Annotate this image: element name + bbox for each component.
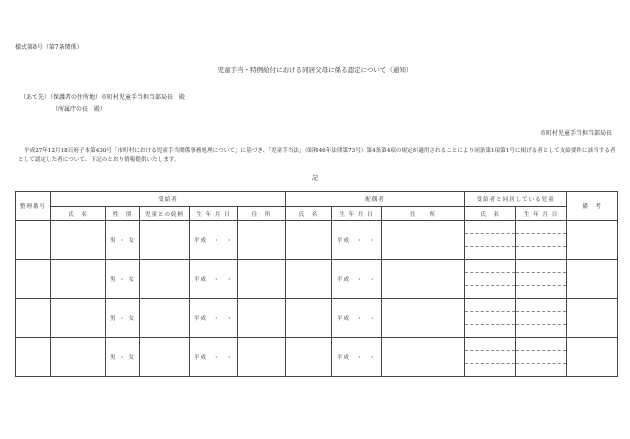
header-child-name: 氏 名 (465, 207, 516, 221)
cell-address[interactable] (238, 338, 286, 377)
child-sub-row[interactable] (465, 221, 515, 234)
cell-name[interactable] (51, 338, 106, 377)
header-child-birth: 生 年 月 日 (516, 207, 567, 221)
child-sub-row[interactable] (465, 299, 515, 312)
header-relation: 児童との続柄 (140, 207, 190, 221)
cell-biko[interactable] (567, 299, 618, 338)
cell-child-name[interactable] (465, 299, 516, 338)
cell-sex[interactable]: 男 ・ 女 (106, 299, 140, 338)
child-sub-row[interactable] (465, 364, 515, 376)
child-sub-row[interactable] (516, 325, 566, 337)
form-number: 様式第8号（第7条関係） (15, 44, 83, 51)
cell-birth[interactable]: 平成 ・ ・ (190, 299, 238, 338)
header-sex: 性 別 (106, 207, 140, 221)
table-row (16, 338, 618, 377)
cell-sex[interactable]: 男 ・ 女 (106, 338, 140, 377)
cell-biko[interactable] (567, 260, 618, 299)
cell-child-birth[interactable] (516, 260, 567, 299)
addressee-line-2: （所属庁の長 殿） (52, 106, 107, 113)
document-title: 児童手当・特例給付における同居父母に係る認定について（通知） (217, 66, 413, 74)
child-sub-row[interactable] (465, 325, 515, 337)
header-birth: 生 年 月 日 (190, 207, 238, 221)
child-sub-rows (465, 338, 515, 376)
cell-birth[interactable]: 平成 ・ ・ (190, 221, 238, 260)
ki-heading: 記 (311, 175, 318, 182)
child-sub-row[interactable] (516, 286, 566, 298)
info-table (15, 191, 618, 377)
child-sub-rows (516, 338, 566, 376)
child-sub-row[interactable] (465, 260, 515, 273)
header-cohabiting-child: 受給者と同居している児童 (465, 192, 567, 207)
child-sub-row[interactable] (465, 351, 515, 364)
cell-seiri-bango[interactable] (16, 221, 51, 260)
cell-child-name[interactable] (465, 221, 516, 260)
child-sub-row[interactable] (465, 286, 515, 298)
child-sub-row[interactable] (516, 312, 566, 325)
child-sub-row[interactable] (465, 312, 515, 325)
header-address: 住 所 (238, 207, 286, 221)
cell-child-name[interactable] (465, 338, 516, 377)
cell-spouse-name[interactable] (286, 338, 332, 377)
cell-seiri-bango[interactable] (16, 338, 51, 377)
cell-relation[interactable] (140, 299, 190, 338)
header-name: 氏 名 (51, 207, 106, 221)
cell-spouse-birth[interactable]: 平成 ・ ・ (332, 299, 382, 338)
child-sub-row[interactable] (516, 273, 566, 286)
cell-spouse-birth[interactable]: 平成 ・ ・ (332, 338, 382, 377)
child-sub-row[interactable] (516, 299, 566, 312)
cell-seiri-bango[interactable] (16, 299, 51, 338)
cell-address[interactable] (238, 260, 286, 299)
child-sub-row[interactable] (465, 338, 515, 351)
header-spouse-address: 住 所 (382, 207, 465, 221)
header-spouse-birth: 生 年 月 日 (332, 207, 382, 221)
child-sub-rows (465, 299, 515, 337)
cell-child-birth[interactable] (516, 299, 567, 338)
cell-spouse-birth[interactable]: 平成 ・ ・ (332, 260, 382, 299)
child-sub-row[interactable] (465, 247, 515, 259)
child-sub-rows (516, 260, 566, 298)
cell-name[interactable] (51, 221, 106, 260)
cell-spouse-name[interactable] (286, 260, 332, 299)
cell-address[interactable] (238, 221, 286, 260)
cell-child-birth[interactable] (516, 338, 567, 377)
child-sub-row[interactable] (516, 247, 566, 259)
child-sub-rows (516, 221, 566, 259)
cell-spouse-name[interactable] (286, 299, 332, 338)
addressee-line-1: （あて先）（保護者の住所地）市町村児童手当担当部局長 殿 (20, 94, 186, 101)
header-recipient: 受給者 (51, 192, 286, 207)
cell-name[interactable] (51, 260, 106, 299)
cell-spouse-address[interactable] (382, 299, 465, 338)
table-row (16, 221, 618, 260)
cell-child-name[interactable] (465, 260, 516, 299)
body-paragraph: 平成27年12月18日府子本第430号「市町村における児童手当関係事務処理について」に基づき、「児童手当法」（昭和46年法律第73号）第4条第4項の規定が適用されることにより同条第1項第1号に掲げる者として支給要件に該当する者として認定した者について、下記のとおり情報提供いたします。 (18, 148, 616, 163)
child-sub-row[interactable] (465, 234, 515, 247)
cell-relation[interactable] (140, 338, 190, 377)
header-spouse: 配偶者 (286, 192, 465, 207)
header-spouse-name: 氏 名 (286, 207, 332, 221)
cell-spouse-address[interactable] (382, 338, 465, 377)
cell-biko[interactable] (567, 221, 618, 260)
table-row (16, 260, 618, 299)
cell-spouse-address[interactable] (382, 260, 465, 299)
child-sub-row[interactable] (516, 234, 566, 247)
cell-birth[interactable]: 平成 ・ ・ (190, 260, 238, 299)
cell-spouse-birth[interactable]: 平成 ・ ・ (332, 221, 382, 260)
cell-sex[interactable]: 男 ・ 女 (106, 221, 140, 260)
child-sub-row[interactable] (516, 260, 566, 273)
cell-biko[interactable] (567, 338, 618, 377)
cell-spouse-name[interactable] (286, 221, 332, 260)
cell-spouse-address[interactable] (382, 221, 465, 260)
cell-relation[interactable] (140, 260, 190, 299)
cell-relation[interactable] (140, 221, 190, 260)
child-sub-rows (465, 260, 515, 298)
cell-sex[interactable]: 男 ・ 女 (106, 260, 140, 299)
child-sub-rows (465, 221, 515, 259)
cell-address[interactable] (238, 299, 286, 338)
child-sub-row[interactable] (516, 351, 566, 364)
table-row (16, 299, 618, 338)
sender: 市町村児童手当担当部局長 (539, 130, 612, 137)
child-sub-row[interactable] (516, 221, 566, 234)
cell-name[interactable] (51, 299, 106, 338)
cell-seiri-bango[interactable] (16, 260, 51, 299)
child-sub-rows (516, 299, 566, 337)
child-sub-row[interactable] (516, 364, 566, 376)
cell-child-birth[interactable] (516, 221, 567, 260)
cell-birth[interactable]: 平成 ・ ・ (190, 338, 238, 377)
header-seiri-bango: 整理番号 (16, 192, 51, 221)
child-sub-row[interactable] (465, 273, 515, 286)
child-sub-row[interactable] (516, 338, 566, 351)
header-biko: 備 考 (567, 192, 618, 221)
